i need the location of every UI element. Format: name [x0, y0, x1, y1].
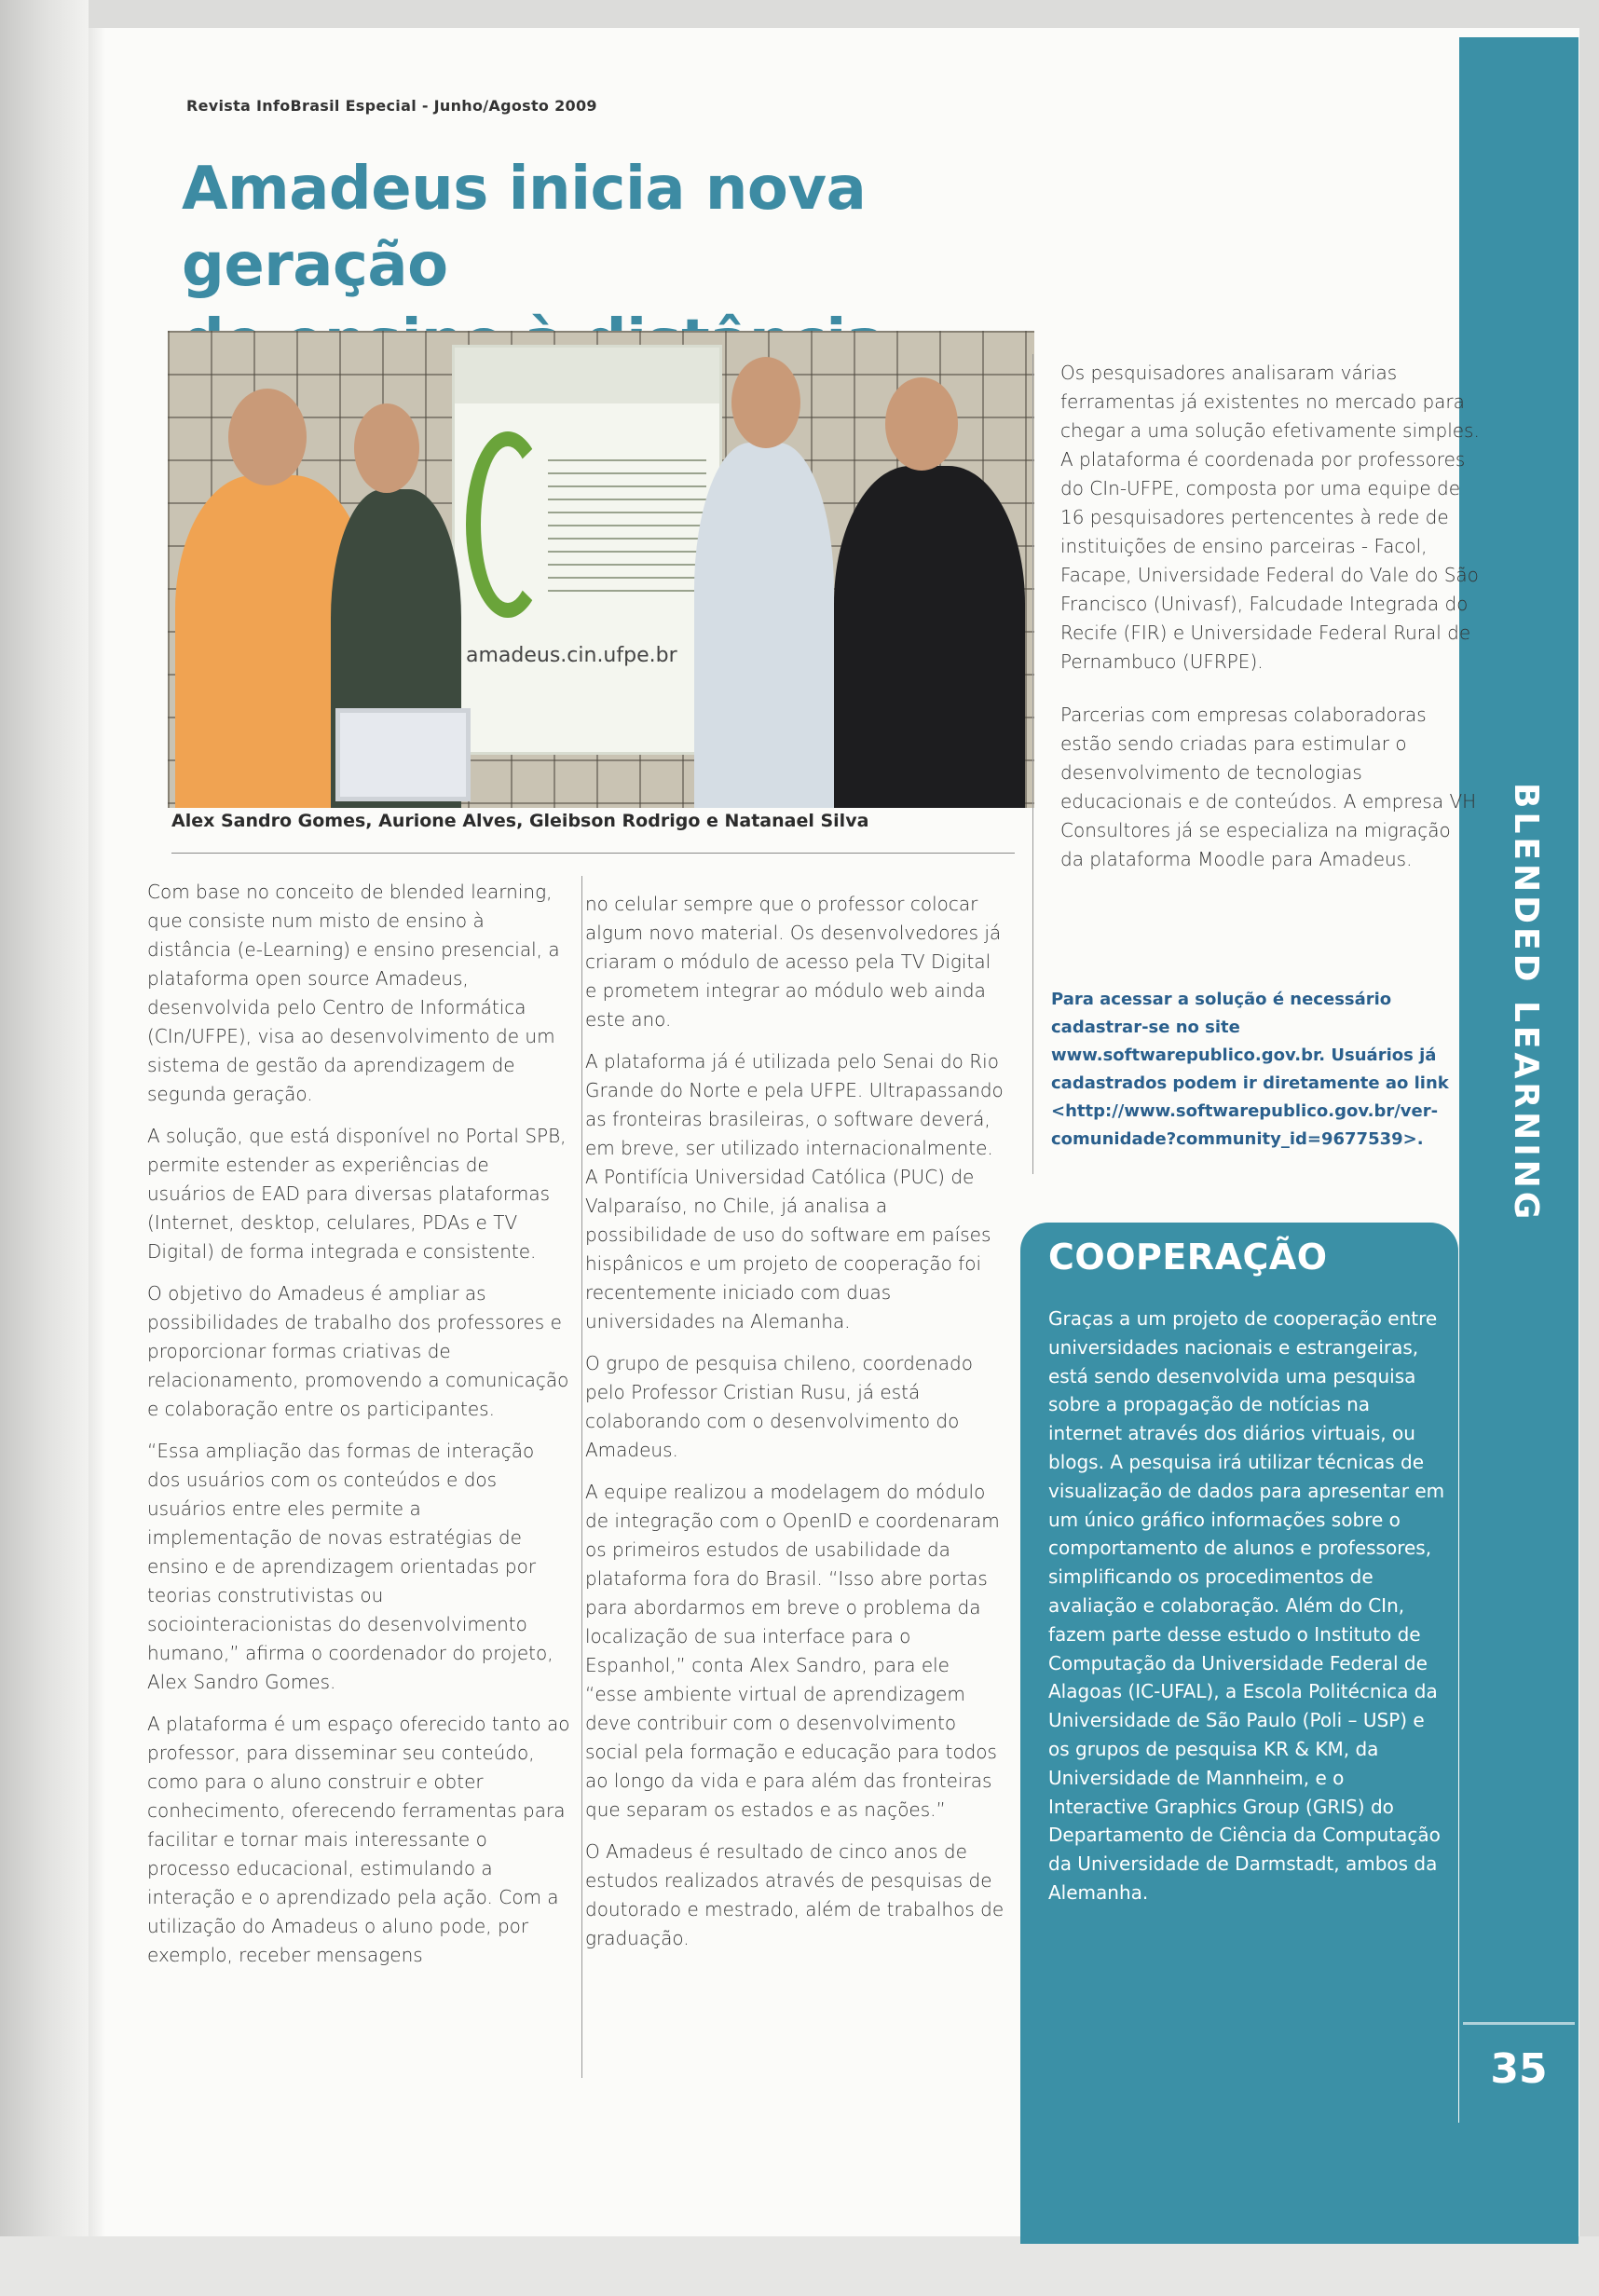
photo-banner-url: amadeus.cin.ufpe.br [466, 644, 677, 667]
article-photo [168, 331, 1034, 808]
page-edge-shadow [89, 28, 105, 2244]
cooperation-body: Graças a um projeto de cooperação entre universidades nacionais e estrangeiras, está sendo desenvolvida uma pesquisa sobre a propagação de notícias na internet através dos diários virtuais, ou blogs. A pesquisa irá utilizar técnicas de visualização de dados para apresentar em um único gráfico informações sobre o comportamento de alunos e professores, simplificando os procedimentos de avaliação e colaboração. Além do CIn, fazem parte desse estudo o Instituto de Computação da Universidade Federal de Alagoas (IC-UFAL), a Escola Politécnica da Universidade de São Paulo (Poli – USP) e os grupos de pesquisa KR & KM, da Universidade de Mannheim, e o Interactive Graphics Group (GRIS) do Departamento de Ciência da Computação da Universidade de Darmstadt, ambos da Alemanha. [1048, 1307, 1445, 1904]
paragraph: Com base no conceito de blended learning, que consiste num misto de ensino à distância (e-Learning) e ensino presencial, a plataforma open source Amadeus, desenvolvida pelo Centro de Informática (CIn/UFPE), visa ao desenvolvimento de um sistema de gestão da aprendizagem de segunda geração. [147, 881, 560, 1105]
paragraph: no celular sempre que o professor colocar algum novo material. Os desenvolvedores já criaram o módulo de acesso pela TV Digital e prometem integrar ao módulo web ainda este ano. [585, 893, 1002, 1031]
scan-shadow [0, 0, 89, 2296]
caption-divider [171, 853, 1015, 854]
column-divider [1032, 354, 1033, 1174]
paragraph: Parcerias com empresas colaboradoras estão sendo criadas para estimular o desenvolvimento de tecnologias educacionais e de conteúdos. A empresa VH Consultores já se especializa na migração da plataforma Moodle para Amadeus. [1060, 704, 1477, 870]
column-divider [581, 876, 582, 2078]
access-note: Para acessar a solução é necessário cadastrar-se no site www.softwarepublico.gov.br. Usuários já cadastrados podem ir diretamente ao link <http://www.softwarepublico.gov.br/ver-comunidade?community_id=9677539>. [1051, 990, 1449, 1149]
article-column-3 [1060, 359, 1480, 898]
publication-header: Revista InfoBrasil Especial - Junho/Agosto 2009 [186, 97, 597, 115]
amadeus-logo-icon [466, 431, 550, 618]
paragraph: A equipe realizou a modelagem do módulo de integração com o OpenID e coordenaram os primeiros estudos de usabilidade da plataforma fora do Brasil. “Isso abre portas para abordarmos em breve o problema da localização de sua interface para o Espanhol,” conta Alex Sandro, para ele “esse ambiente virtual de aprendizagem deve contribuir com o desenvolvimento social pela formação e educação para todos ao longo da vida e para além das fronteiras que separam os estados e as nações.” [585, 1481, 1000, 1821]
photo-caption: Alex Sandro Gomes, Aurione Alves, Gleibson Rodrigo e Natanael Silva [171, 811, 869, 831]
photo-banner-text-lines [548, 459, 706, 599]
person-3-head [731, 357, 800, 448]
person-4-head [885, 377, 958, 471]
scan-bottom-margin [0, 2236, 1599, 2296]
person-3-figure [694, 443, 834, 808]
section-label: BLENDED LEARNING [1507, 783, 1545, 1223]
article-title-line-1: Amadeus inicia nova geração [182, 155, 867, 300]
paragraph: A plataforma já é utilizada pelo Senai do Rio Grande do Norte e pela UFPE. Ultrapassando as fronteiras brasileiras, o software deverá, em breve, ser utilizado internacionalmente. A Pontifícia Universidad Católica (PUC) de Valparaíso, no Chile, já analisa a possibilidade de uso do software em países hispânicos e um projeto de cooperação foi recentemente iniciado com duas universidades na Alemanha. [585, 1050, 1004, 1332]
photo-banner-header [455, 348, 719, 403]
page-number-divider [1463, 2022, 1575, 2025]
paragraph: O Amadeus é resultado de cinco anos de estudos realizados através de pesquisas de doutorado e mestrado, além de trabalhos de graduação. [585, 1840, 1004, 1949]
photo-banner [452, 345, 722, 755]
paragraph: A solução, que está disponível no Portal SPB, permite estender as experiências de usuários de EAD para diversas plataformas (Internet, desktop, celulares, PDAs e TV Digital) de forma integrada e consistente. [147, 1125, 567, 1263]
article-column-2 [585, 890, 1006, 1966]
cooperation-title: COOPERAÇÃO [1048, 1237, 1328, 1278]
laptop-screen [335, 708, 471, 801]
paragraph: “Essa ampliação das formas de interação dos usuários com os conteúdos e dos usuários entre eles permite a implementação de novas estratégias de ensino e de aprendizagem orientadas por teorias construtivistas ou sociointeracionistas do desenvolvimento humano,” afirma o coordenador do projeto, Alex Sandro Gomes. [147, 1440, 554, 1693]
article-column-1 [147, 878, 571, 1983]
person-4-figure [834, 466, 1025, 808]
person-1-head [228, 389, 307, 485]
person-2-head [354, 403, 419, 493]
paragraph: O grupo de pesquisa chileno, coordenado pelo Professor Cristian Rusu, já está colaborando com o desenvolvimento do Amadeus. [585, 1352, 973, 1461]
page-number: 35 [1490, 2045, 1548, 2093]
paragraph: O objetivo do Amadeus é ampliar as possibilidades de trabalho dos professores e proporcionar formas criativas de relacionamento, promovendo a comunicação e colaboração entre os participantes. [147, 1282, 569, 1420]
paragraph: A plataforma é um espaço oferecido tanto ao professor, para disseminar seu conteúdo, como para o aluno construir e obter conhecimento, oferecendo ferramentas para facilitar e tornar mais interessante o processo educacional, estimulando a interação e o aprendizado pela ação. Com a utilização do Amadeus o aluno pode, por exemplo, receber mensagens [147, 1713, 570, 1966]
paragraph: Os pesquisadores analisaram várias ferramentas já existentes no mercado para chegar a uma solução efetivamente simples. A plataforma é coordenada por professores do CIn-UFPE, composta por uma equipe de 16 pesquisadores pertencentes à rede de instituições de ensino parceiras - Facol, Facape, Universidade Federal do Vale do São Francisco (Univasf), Falcudade Integrada do Recife (FIR) e Universidade Federal Rural de Pernambuco (UFRPE). [1060, 362, 1480, 673]
